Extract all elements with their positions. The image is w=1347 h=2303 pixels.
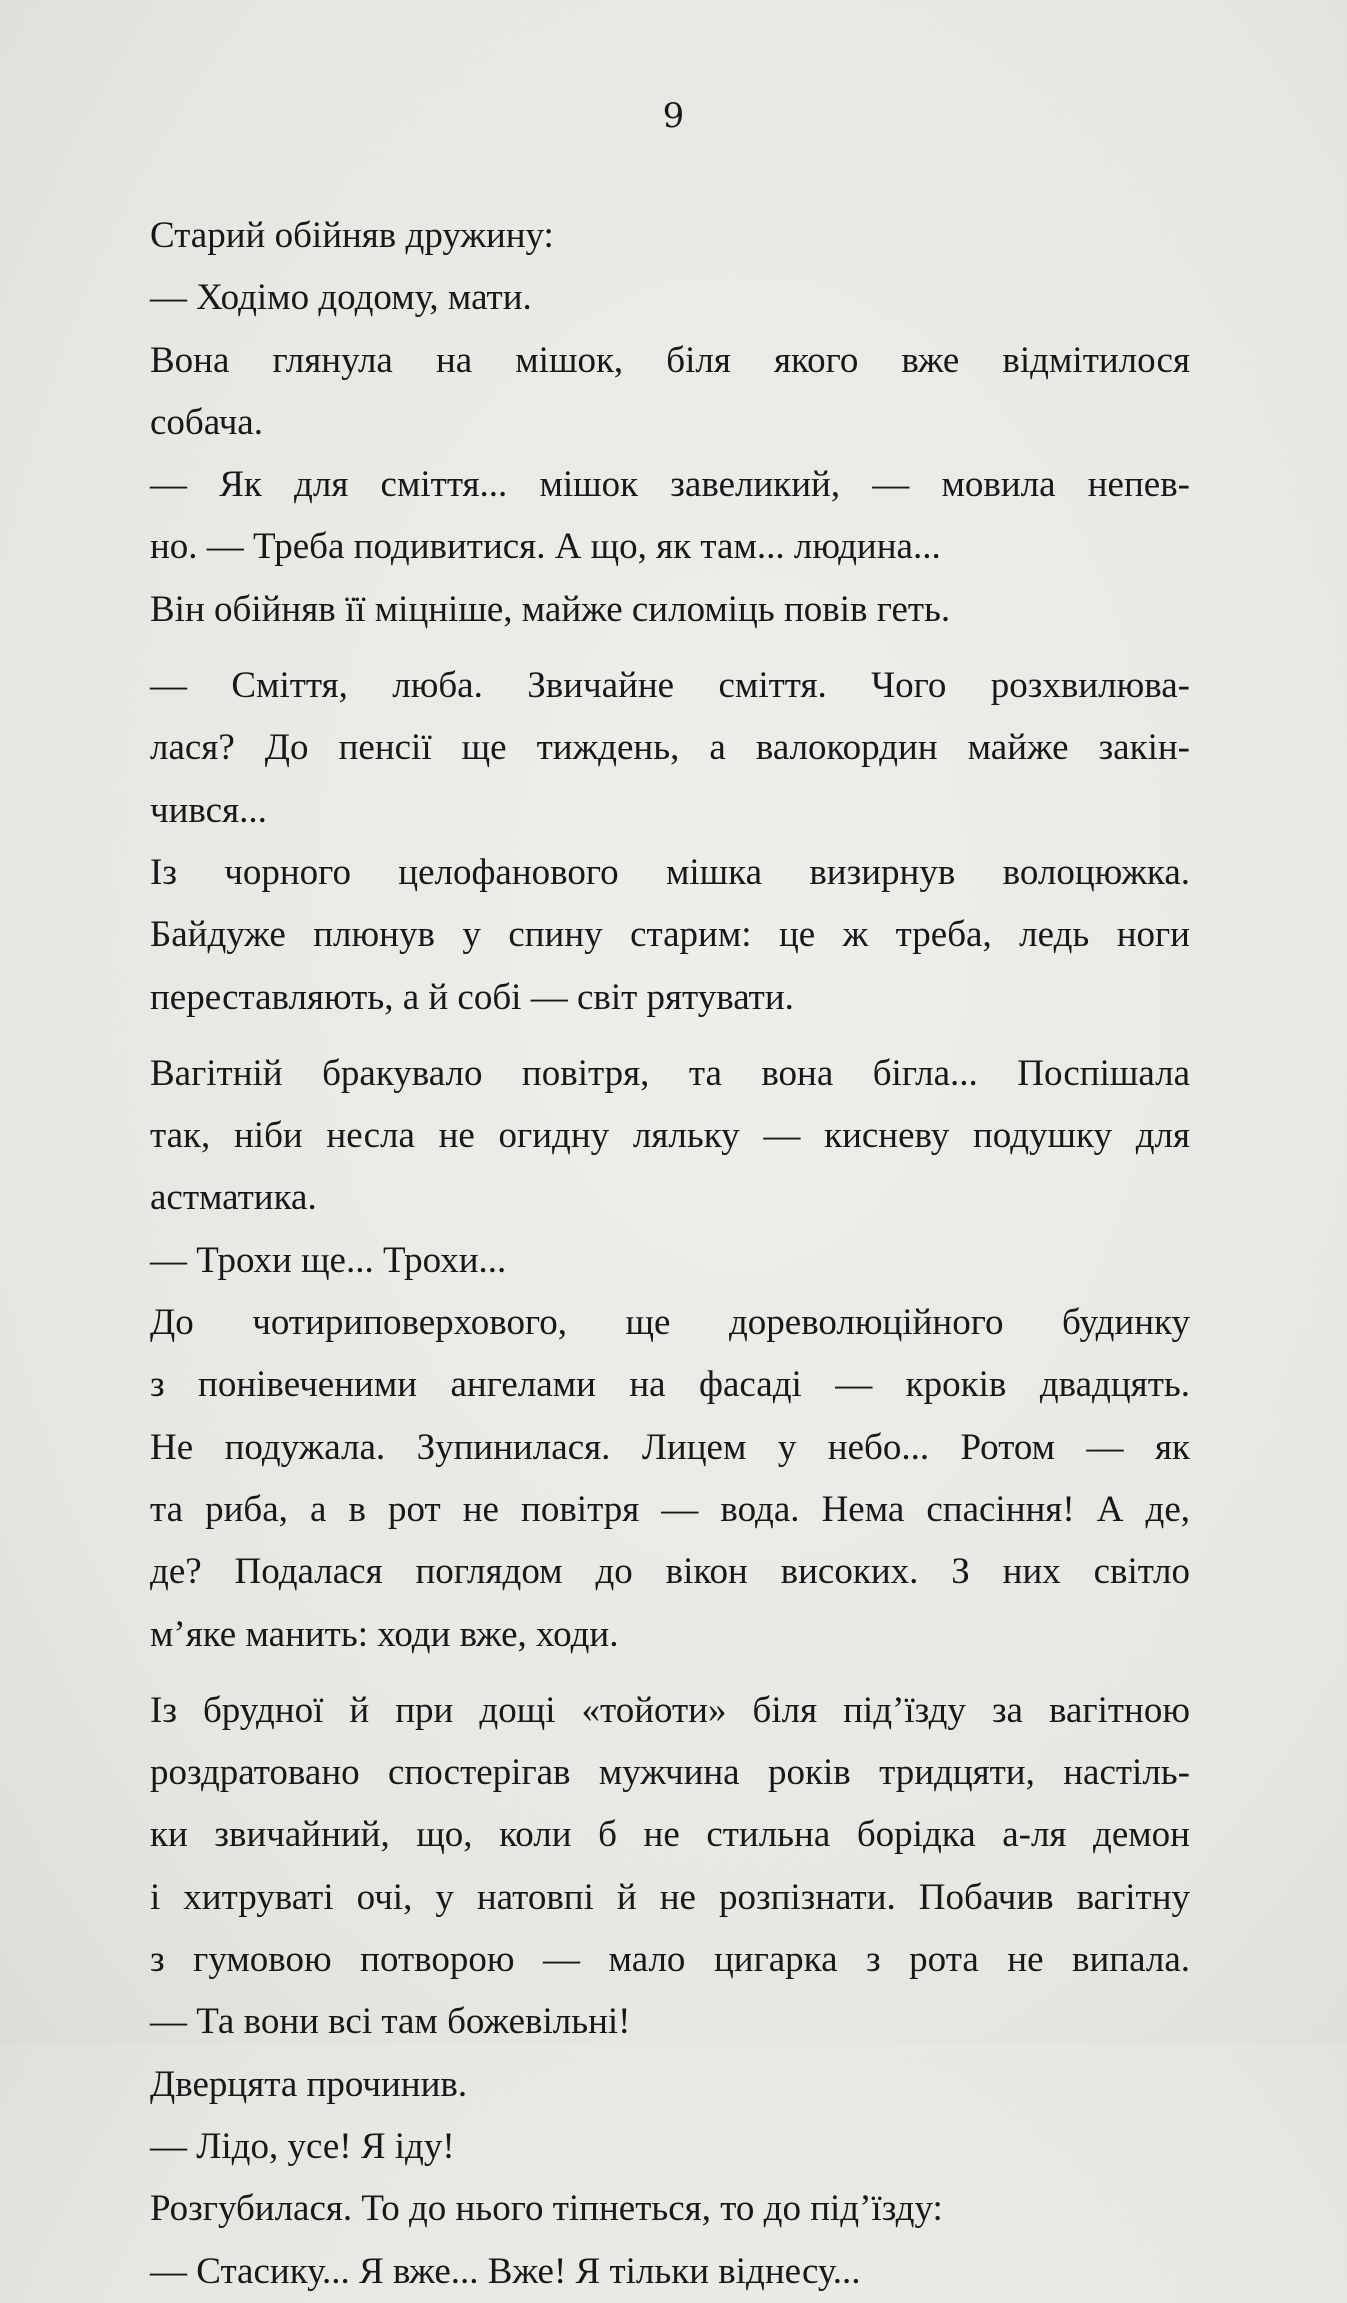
page-number: 9 (662, 96, 685, 136)
text-line: собача. (150, 401, 263, 443)
text-line: — Ходімо додому, мати. (150, 277, 532, 319)
text-line: Із чорного целофанового мішка визирнув волоцюжка. (150, 851, 1190, 893)
text-line: і хитруваті очі, у натовпі й не розпізнати. Побачив вагітну (150, 1876, 1190, 1918)
text-line: астматика. (150, 1177, 317, 1219)
text-line: та риба, а в рот не повітря — вода. Нема спасіння! А де, (150, 1488, 1190, 1530)
text-line: Вона глянула на мішок, біля якого вже відмітилося (150, 339, 1190, 381)
text-line: Байдуже плюнув у спину старим: це ж треба, ледь ноги (150, 914, 1190, 956)
text-line: Він обійняв її міцніше, майже силоміць повів геть. (150, 588, 951, 630)
text-line: Дверцята прочинив. (150, 2063, 468, 2105)
text-line: переставляють, а й собі — світ рятувати. (150, 976, 794, 1018)
text-line: м’яке манить: ходи вже, ходи. (150, 1613, 619, 1655)
text-line: — Та вони всі там божевільні! (150, 2001, 631, 2043)
text-line: До чотириповерхового, ще дореволюційного будинку (150, 1302, 1190, 1344)
text-line: з понівеченими ангелами на фасаді — кроків двадцять. (150, 1364, 1190, 1406)
text-line: ки звичайний, що, коли б не стильна борідка а-ля демон (150, 1814, 1190, 1856)
text-line: — Трохи ще... Трохи... (150, 1239, 507, 1281)
text-line: Не подужала. Зупинилася. Лицем у небо... Ротом — як (150, 1426, 1190, 1468)
text-line: так, ніби несла не огидну ляльку — кисневу подушку для (150, 1115, 1190, 1157)
text-line: роздратовано спостерігав мужчина років тридцяти, настіль- (150, 1752, 1190, 1794)
text-line: но. — Треба подивитися. А що, як там... людина... (150, 526, 941, 568)
text-line: чився... (150, 789, 267, 831)
text-line: Вагітній бракувало повітря, та вона бігла... Поспішала (150, 1052, 1190, 1094)
text-line: де? Подалася поглядом до вікон високих. З них світло (150, 1551, 1190, 1593)
page-text (150, 205, 1190, 2303)
text-line: — Лідо, усе! Я іду! (150, 2125, 455, 2167)
text-line: — Сміття, люба. Звичайне сміття. Чого розхвилюва- (150, 665, 1190, 707)
text-line: Із брудної й при дощі «тойоти» біля під’їзду за вагітною (150, 1689, 1190, 1731)
text-line: з гумовою потворою — мало цигарка з рота не випала. (150, 1939, 1190, 1981)
text-line: Розгубилася. То до нього тіпнеться, то до під’їзду: (150, 2188, 943, 2230)
text-line: — Стасику... Я вже... Вже! Я тільки віднесу... (150, 2250, 861, 2292)
text-line: — Як для сміття... мішок завеликий, — мовила непев- (150, 464, 1190, 506)
text-line: Старий обійняв дружину: (150, 215, 554, 256)
text-line: лася? До пенсії ще тиждень, а валокордин майже закін- (150, 727, 1190, 769)
